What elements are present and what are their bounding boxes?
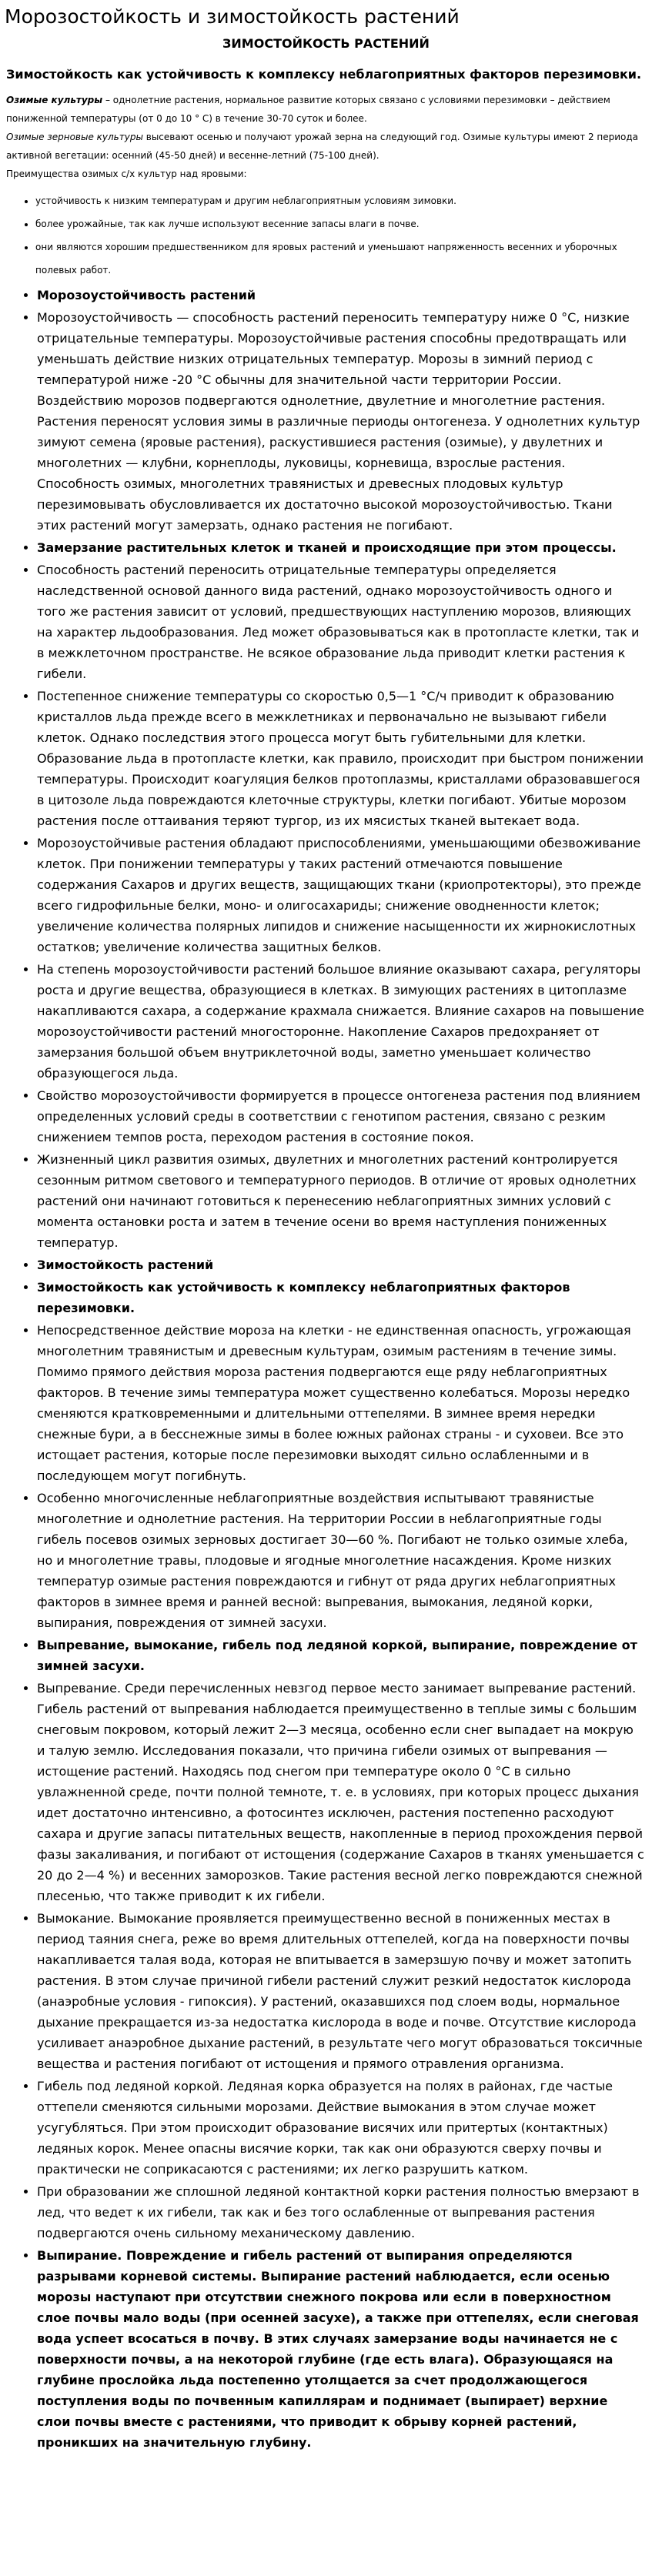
sections-list	[5, 285, 647, 2453]
list-item: • более урожайные, так как лучше используют весенние запасы влаги в почве.	[35, 212, 647, 236]
list-item: • Свойство морозоустойчивости формируется в процессе онтогенеза растения под влиянием определенных условий среды в соответствии с генотипом растения, связано с резким снижением темпов роста, переходом растения в состояние покоя.	[37, 1085, 647, 1148]
winter-crops-text: – однолетние растения, нормальное развитие которых связано с условиями перезимовки – действием пониженной температуры (от 0 до 10 ° С) в течение 30-70 суток и более.	[6, 95, 610, 124]
sowing-text: высевают осенью и получают урожай зерна на следующий год. Озимые культуры имеют 2 периода активной вегетации: осенний (45-50 дней) и весенне-летний (75-100 дней).	[6, 132, 639, 161]
list-item: • Зимостойкость растений	[37, 1255, 647, 1275]
list-item: • Способность растений переносить отрицательные температуры определяется наследственной основой данного вида растений, однако морозоустойчивость одного и того же растения зависит от условий, предшествующих наступлению морозов, влияющих на характер льдообразования. Лед может образовываться как в протопласте клетки, так и в межклеточном пространстве. Не всякое образование льда приводит клетки растения к гибели.	[37, 560, 647, 684]
lead-heading: Зимостойкость как устойчивость к комплексу неблагоприятных факторов перезимовки.	[6, 67, 642, 82]
list-item: • На степень морозоустойчивости растений большое влияние оказывают сахара, регуляторы роста и другие вещества, образующиеся в клетках. В зимующих растениях в цитоплазме накапливаются сахара, а содержание крахмала снижается. Влияние сахаров на повышение морозоустойчивости растений многосторонне. Накопление Сахаров предохраняет от замерзания большой объем внутриклеточной воды, заметно уменьшает количество образующегося льда.	[37, 959, 647, 1084]
list-item: • Зимостойкость как устойчивость к комплексу неблагоприятных факторов перезимовки.	[37, 1277, 647, 1318]
advantages-list	[5, 189, 647, 282]
list-item: • Морозоустойчивость — способность растений переносить температуру ниже 0 °С, низкие отрицательные температуры. Морозоустойчивые растения способны предотвращать или уменьшать действие низких отрицательных температур. Морозы в зимний период с температурой ниже -20 °С обычны для значительной части территории России. Воздействию морозов подвергаются однолетние, двулетние и многолетние растения. Растения переносят условия зимы в различные периоды онтогенеза. У однолетних культур зимуют семена (яровые растения), раскустившиеся растения (озимые), у двулетних и многолетних — клубни, корнеплоды, луковицы, корневища, взрослые растения. Способность озимых, многолетних травянистых и древесных плодовых культур перезимовывать обусловливается их достаточно высокой морозоустойчивостью. Ткани этих растений могут замерзать, однако растения не погибают.	[37, 307, 647, 536]
list-item: • Вымокание. Вымокание проявляется преимущественно весной в пониженных местах в период таяния снега, реже во время длительных оттепелей, когда на поверхности почвы накапливается талая вода, которая не впитывается в замерзшую почву и может затопить растения. В этом случае причиной гибели растений служит резкий недостаток кислорода (анаэробные условия - гипоксия). У растений, оказавшихся под слоем воды, нормальное дыхание прекращается из-за недостатка кислорода в воде и почве. Отсутствие кислорода усиливает анаэробное дыхание растений, в результате чего могут образоваться токсичные вещества и растения погибают от истощения и прямого отравления организма.	[37, 1908, 647, 2074]
list-item: • Замерзание растительных клеток и тканей и происходящие при этом процессы.	[37, 537, 647, 558]
intro-winter-crops	[6, 91, 647, 128]
list-item: • Гибель под ледяной коркой. Ледяная корка образуется на полях в районах, где частые оттепели сменяются сильными морозами. Действие вымокания в этом случае может усугубляться. При этом происходит образование висячих или притертых (контактных) ледяных корок. Менее опасны висячие корки, так как они образуются сверху почвы и практически не соприкасаются с растениями; их легко разрушить катком.	[37, 2076, 647, 2180]
advantages-heading: Преимущества озимых с/х культур над яровыми:	[6, 169, 247, 179]
list-item: • Морозоустойчивые растения обладают приспособлениями, уменьшающими обезвоживание клеток. При понижении температуры у таких растений отмечаются повышение содержания Сахаров и других веществ, защищающих ткани (криопротекторы), это прежде всего гидрофильные белки, моно- и олигосахариды; снижение оводненности клеток; увеличение количества полярных липидов и снижение насыщенности их жирнокислотных остатков; увеличение количества защитных белков.	[37, 833, 647, 957]
page-title: Морозостойкость и зимостойкость растений	[5, 5, 460, 28]
list-item: • Постепенное снижение температуры со скоростью 0,5—1 °С/ч приводит к образованию кристаллов льда прежде всего в межклетниках и первоначально не вызывают гибели клеток. Однако последствия этого процесса могут быть губительными для клетки. Образование льда в протопласте клетки, как правило, происходит при быстром понижении температуры. Происходит коагуляция белков протоплазмы, кристаллами образовавшегося в цитозоле льда повреждаются клеточные структуры, клетки погибают. Убитые морозом растения после оттаивания теряют тургор, из их мясистых тканей вытекает вода.	[37, 686, 647, 831]
sowing-term: Озимые зерновые культуры	[6, 132, 143, 142]
list-item: • Морозоустойчивость растений	[37, 285, 647, 306]
list-item: • устойчивость к низким температурам и другим неблагоприятным условиям зимовки.	[35, 189, 647, 212]
intro-sowing	[6, 128, 647, 165]
list-item: • Непосредственное действие мороза на клетки - не единственная опасность, угрожающая многолетним травянистым и древесным культурам, озимым растениям в течение зимы. Помимо прямого действия мороза растения подвергаются еще ряду неблагоприятных факторов. В течение зимы температура может существенно колебаться. Морозы нередко сменяются кратковременными и длительными оттепелями. В зимнее время нередки снежные бури, а в бесснежные зимы в более южных районах страны - и суховеи. Все это истощает растения, которые после перезимовки выходят сильно ослабленными и в последующем могут погибнуть.	[37, 1320, 647, 1486]
list-item: • Выпревание. Среди перечисленных невзгод первое место занимает выпревание растений. Гибель растений от выпревания наблюдается преимущественно в теплые зимы с большим снеговым покровом, который лежит 2—3 месяца, особенно если снег выпадает на мокрую и талую землю. Исследования показали, что причина гибели озимых от выпревания — истощение растений. Находясь под снегом при температуре около 0 °С в сильно увлажненной среде, почти полной темноте, т. е. в условиях, при которых процесс дыхания идет достаточно интенсивно, а фотосинтез исключен, растения постепенно расходуют сахара и другие запасы питательных веществ, накопленные в период прохождения первой фазы закаливания, и погибают от истощения (содержание Сахаров в тканях уменьшается с 20 до 2—4 %) и весенних заморозков. Такие растения весной легко повреждаются снежной плесенью, что также приводит к их гибели.	[37, 1678, 647, 1906]
list-item: • Выпирание. Повреждение и гибель растений от выпирания определяются разрывами корневой системы. Выпирание растений наблюдается, если осенью морозы наступают при отсутствии снежного покрова или если в поверхностном слое почвы мало воды (при осенней засухе), а также при оттепелях, если снеговая вода успеет всосаться в почву. В этих случаях замерзание воды начинается не с поверхности почвы, а на некоторой глубине (где есть влага). Образующаяся на глубине прослойка льда постепенно утолщается за счет продолжающегося поступления воды по почвенным капиллярам и поднимает (выпирает) верхние слои почвы вместе с растениями, что приводит к обрыву корней растений, проникших на значительную глубину.	[37, 2245, 647, 2453]
list-item: • Особенно многочисленные неблагоприятные воздействия испытывают травянистые многолетние и однолетние растения. На территории России в неблагоприятные годы гибель посевов озимых зерновых достигает 30—60 %. Погибают не только озимые хлеба, но и многолетние травы, плодовые и ягодные многолетние насаждения. Кроме низких температур озимые растения повреждаются и гибнут от ряда других неблагоприятных факторов в зимнее время и ранней весной: выпревания, вымокания, ледяной корки, выпирания, повреждения от зимней засухи.	[37, 1488, 647, 1633]
list-item: • Жизненный цикл развития озимых, двулетних и многолетних растений контролируется сезонным ритмом светового и температурного периодов. В отличие от яровых однолетних растений они начинают готовиться к перенесению неблагоприятных зимних условий с момента остановки роста и затем в течение осени во время наступления пониженных температур.	[37, 1149, 647, 1253]
list-item: • Выпревание, вымокание, гибель под ледяной коркой, выпирание, повреждение от зимней засухи.	[37, 1635, 647, 1676]
section-subtitle: ЗИМОСТОЙКОСТЬ РАСТЕНИЙ	[222, 36, 430, 51]
list-item: • они являются хорошим предшественником для яровых растений и уменьшают напряженность весенних и уборочных полевых работ.	[35, 236, 647, 282]
winter-crops-term: Озимые культуры	[6, 95, 103, 105]
list-item: • При образовании же сплошной ледяной контактной корки растения полностью вмерзают в лед, что ведет к их гибели, так как и без того ослабленные от выпревания растения подвергаются очень сильному механическому давлению.	[37, 2181, 647, 2244]
